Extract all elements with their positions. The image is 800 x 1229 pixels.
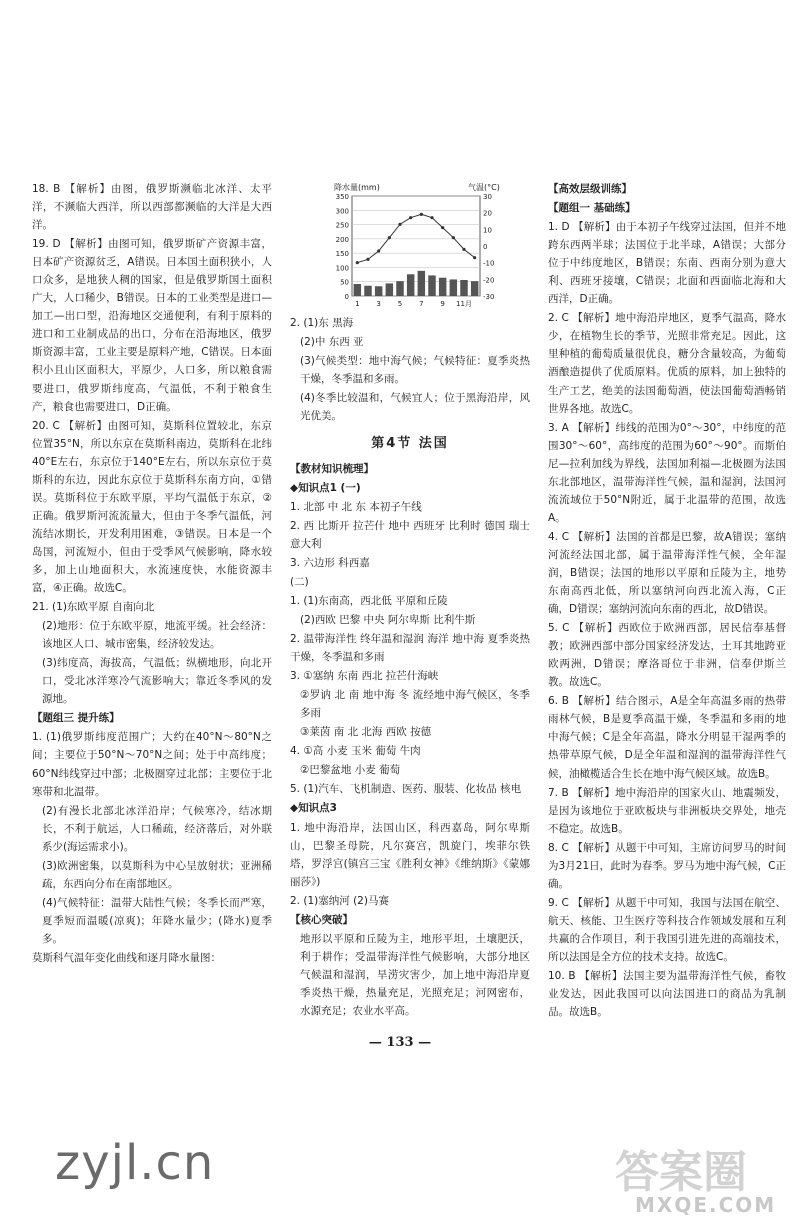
answer-2-1: 2. (1)东 黑海 [290,317,354,329]
temperature-point [388,236,391,239]
core-text: 地形以平原和丘陵为主，地形平坦，土壤肥沃，利于耕作；受温带海洋性气候影响，大部分地区气候温和湿润，旱涝灾害少，加上地中海沿岸夏季炎热干燥，热量充足，光照充足；河网密布，水源充足；农业水平高。 [300,932,530,1017]
y-left-tick: 350 [335,193,349,201]
right-answer-6: 6. B 【解析】结合图示，A是全年高温多雨的热带雨林气候，B是夏季高温干燥，冬季温和多雨的地中海气候；C是全年高温，降水分明显干湿两季的热带草原气候，D是全年温和湿润的温带海洋性气候，油橄榄适合生长在地中海气候区域。故选B。 [548,695,786,780]
temperature-point [462,248,465,251]
right-answer-3: 3. A 【解析】纬线的范围为0°～30°，中纬度的范围30°～60°，高纬度的范围为60°～90°。而斯伯尼—拉利加线为界线，法国加利福—北极圈为法国东北部地区，温带海洋性气候，温和湿润，法国河流流域位于50°N附近，属于北温带的范围，故选A。 [548,421,786,524]
y-right-tick: 10 [483,226,492,235]
precip-bar [386,283,393,296]
y-right-tick: -30 [483,293,495,301]
y-left-tick: 0 [344,293,349,301]
kp1-s1b: (2)西欧 巴黎 中央 阿尔卑斯 比利牛斯 [300,614,476,627]
y-left-tick: 150 [335,250,349,259]
right-answer-7: 7. B 【解析】地中海沿岸的国家火山、地震频发，是因为该地位于亚欧板块与非洲板块交界处，地壳不稳定。故选B。 [548,786,786,835]
temperature-point [441,226,444,229]
training-heading: 【高效层级训练】 [548,183,632,195]
tier1-heading: 【题组一 基础练】 [548,202,636,215]
answer-1-4: (4)气候特征：温带大陆性气候；冬季长而严寒，夏季短而温暖(凉爽)；年降水量少；(降水)夏季多。 [42,896,272,945]
kp1-item-1: 1. 北部 中 北 东 本初子午线 [290,500,422,513]
right-answer-1: 1. D 【解析】由于本初子午线穿过法国，但并不地跨东西两半球；法国位于北半球，A错误；大部分位于中纬度地区，B错误；东南、西南分别为意大利、西班牙接壤，C错误；北面和西面临北海和大西洋，D正确。 [548,221,786,306]
right-answer-5: 5. C 【解析】西欧位于欧洲西部，居民信奉基督教；欧洲西部中部分国家经济发达，土耳其地跨亚欧两洲，D错误；摩洛哥位于非洲，信奉伊斯兰教。故选C。 [548,622,786,689]
textbook-heading: 【教材知识梳理】 [290,462,374,475]
temperature-point [377,249,380,252]
y-right-tick: 30 [483,193,492,201]
temperature-point [452,236,455,239]
y-left-tick: 300 [335,207,349,216]
answer-21-1: 21. (1)东欧平原 自南向北 [32,601,155,614]
precip-bar [364,286,371,296]
tier3-heading: 【题组三 提升练】 [32,712,120,725]
kp1-s4: 4. ①高 小麦 玉米 葡萄 牛肉 [290,745,421,758]
kp1-s3c: ③莱茵 南 北 北海 西欧 按德 [300,726,432,739]
temperature-point [356,261,359,264]
middle-column [290,180,530,1021]
chart-caption: 莫斯科气温年变化曲线和逐月降水量图： [32,951,221,964]
watermark-mxqe: MXQE.COM [635,1193,777,1217]
answer-2-2: (2)中 东西 亚 [300,336,364,349]
right-answer-9: 9. C 【解析】从题干中可知，我国与法国在航空、航天、核能、卫生医疗等科技合作领域发展和互利共赢的合作项目，利于我国引进先进的高端技术，所以法国是全方位的技术支持。故选C。 [548,896,786,963]
kp1-s3: 3. ①塞纳 东南 西北 拉芒什海峡 [290,670,439,683]
precip-bar [460,280,467,296]
temperature-point [409,216,412,219]
watermark-daan: 答案圈 [615,1147,747,1198]
kp1-s1: 1. (1)东南高，西北低 平原和丘陵 [290,594,448,607]
right-answer-4: 4. C 【解析】法国的首都是巴黎，故A错误；塞纳河流经法国北部，属于温带海洋性气候，全年湿润，B错误；法国的地形以平原和丘陵为主，地势东南高西北低，所以塞纳河向西北流入海，C正确，D错误；塞纳河流向东南的西北，故D错误。 [548,530,786,616]
y-left-tick: 100 [335,264,349,273]
right-answer-8: 8. C 【解析】从题干中可知，主席访问罗马的时间为3月21日，此时为春季。罗马为地中海气候，C正确。 [548,841,786,890]
kp1-s3b: ②罗讷 北 南 地中海 冬 流经地中海气候区，冬季多雨 [300,689,530,720]
temperature-point [366,258,369,261]
knowledge-point-3: ◆知识点3 [290,802,337,815]
y-right-tick: 20 [483,209,492,218]
climate-chart [290,180,520,310]
y-right-label: 气温(°C) [468,183,500,192]
knowledge-point-1: ◆知识点1 (一) [290,481,361,494]
precip-bar [375,286,382,296]
precip-bar [407,274,414,296]
y-left-label: 降水量(mm) [334,183,380,192]
precip-bar [396,281,403,296]
kp3-item-1: 1. 地中海沿岸，法国山区，科西嘉岛，阿尔卑斯山，巴黎圣母院，凡尔赛宫，凯旋门，埃菲尔铁塔，罗浮宫(镇宫三宝《胜利女神》《维纳斯》《蒙娜丽莎》) [290,821,530,888]
kp1-s5: 5. (1)汽车、飞机制造、医药、服装、化妆品 核电 [290,783,522,796]
kp1-sub-2: (二) [290,575,309,588]
y-left-tick: 50 [340,278,349,287]
kp1-s4b: ②巴黎盆地 小麦 葡萄 [300,764,401,777]
temperature-point [473,256,476,259]
y-left-tick: 250 [335,221,349,230]
kp1-item-2: 2. 西 比斯开 拉芒什 地中 西班牙 比利时 德国 瑞士 意大利 [290,519,530,550]
left-column [32,180,272,968]
x-tick: 1 [355,300,360,308]
section-title: 第4节 法国 [371,436,449,452]
x-tick: 3 [376,300,381,308]
answer-2-3: (3)气候类型：地中海气候；气候特征：夏季炎热干燥，冬季温和多雨。 [300,355,530,386]
right-column [548,180,786,1022]
watermark-zyjl: zyjl.cn [55,1135,215,1191]
answer-21-2: (2)地形：位于东欧平原，地流平缓。社会经济：该地区人口、城市密集，经济较发达。 [42,620,272,651]
y-left-tick: 200 [335,235,349,244]
temperature-point [398,223,401,226]
temperature-point [430,216,433,219]
y-right-tick: -10 [483,259,495,268]
precip-bar [354,284,361,296]
precip-bar [428,275,435,296]
precip-bar [418,271,425,296]
answer-21-3: (3)纬度高，海拔高，气温低；纵横地形，向北开口，受北冰洋寒冷气流影响大；靠近冬季风的发源地。 [42,657,272,706]
answer-1-1: 1. (1)俄罗斯纬度范围广；大约在40°N～80°N之间；主要位于50°N～70°N之间；处于中高纬度；60°N纬线穿过中部；北极圈穿过北部；主要位于北寒带和北温带。 [32,731,272,798]
x-tick: 7 [419,300,424,308]
x-tick: 11月 [456,300,472,308]
answer-18: 18. B 【解析】由图，俄罗斯濒临北冰洋、太平洋，不濒临大西洋，所以西部都濒临的大洋是大西洋。 [32,183,272,232]
answer-1-3: (3)欧洲密集，以莫斯科为中心呈放射状；亚洲稀疏，东西向分布在南部地区。 [42,859,272,890]
climate-chart-svg [290,180,520,310]
kp3-item-2: 2. (1)塞纳河 (2)马赛 [290,894,389,907]
kp1-s2: 2. 温带海洋性 终年温和湿润 海洋 地中海 夏季炎热干燥，冬季温和多雨 [290,633,530,664]
right-answer-2: 2. C 【解析】地中海沿岸地区，夏季气温高，降水少，在植物生长的季节，光照非常充足。因此，这里种植的葡萄质量很优良，糖分含量较高，为葡萄酒酿造提供了优质原料。优质的原料，加上独特的生产工艺，绝美的法国葡萄酒，使法国葡萄酒畅销世界各地。故选C。 [548,312,786,415]
y-right-tick: 0 [483,243,488,251]
precip-bar [450,279,457,296]
answer-1-2: (2)有漫长北部北冰洋沿岸；气候寒冷，结冰期长，不利于航运，人口稀疏，经济落后，对外联系少(海运需求小)。 [42,804,272,853]
temperature-point [420,213,423,216]
answer-20: 20. C 【解析】由图可知，莫斯科位置较北，东京位置35°N，所以东京在莫斯科南边，莫斯科在北纬40°E左右，东京位于140°E左右，所以东京位于莫斯科的东边，因此东京位于莫斯科东南方向，①错误。莫斯科位于东欧平原，平均气温低于东京，②正确。俄罗斯河流流量大，但由于冬季气温低，河流结冰期长，开发利用困难，③错误。日本是一个岛国，河流短小，但由于受季风气候影响，降水较多，加上山地面积大，水流速度快，水能资源丰富，④正确。故选C。 [32,419,272,595]
temperature-line [357,214,474,262]
precip-bar [439,278,446,296]
kp1-item-3: 3. 六边形 科西嘉 [290,556,370,569]
answer-2-4: (4)冬季比较温和，气候宜人；位于黑海沿岸，风光优美。 [300,392,530,423]
x-tick: 9 [440,300,445,308]
core-heading: 【核心突破】 [290,913,353,926]
x-tick: 5 [397,300,403,308]
answer-19: 19. D 【解析】由图可知，俄罗斯矿产资源丰富，日本矿产资源贫乏，A错误。日本国土面积狭小，人口众多，是地狭人稠的国家，但是俄罗斯国土面积广大，人口稀少，B错误。日本的工业类型是进口—加工—出口型，沿海地区交通便利，有利于原料的进口和工业制成品的出口，分布在沿海地区，俄罗斯资源丰富，工业主要是原料产地，C错误。日本面积小且山区面积大，平原少，人口多，所以粮食需要进口，俄罗斯纬度高，气温低，不利于粮食生产，粮食也需要进口，D正确。 [32,238,272,413]
y-right-tick: -20 [483,276,495,285]
precip-bar [471,281,478,296]
page-number: — 133 — [368,1035,432,1050]
right-answer-10: 10. B 【解析】法国主要为温带海洋性气候，畜牧业发达，因此我国可以向法国进口的商品为乳制品。故选B。 [548,970,786,1019]
